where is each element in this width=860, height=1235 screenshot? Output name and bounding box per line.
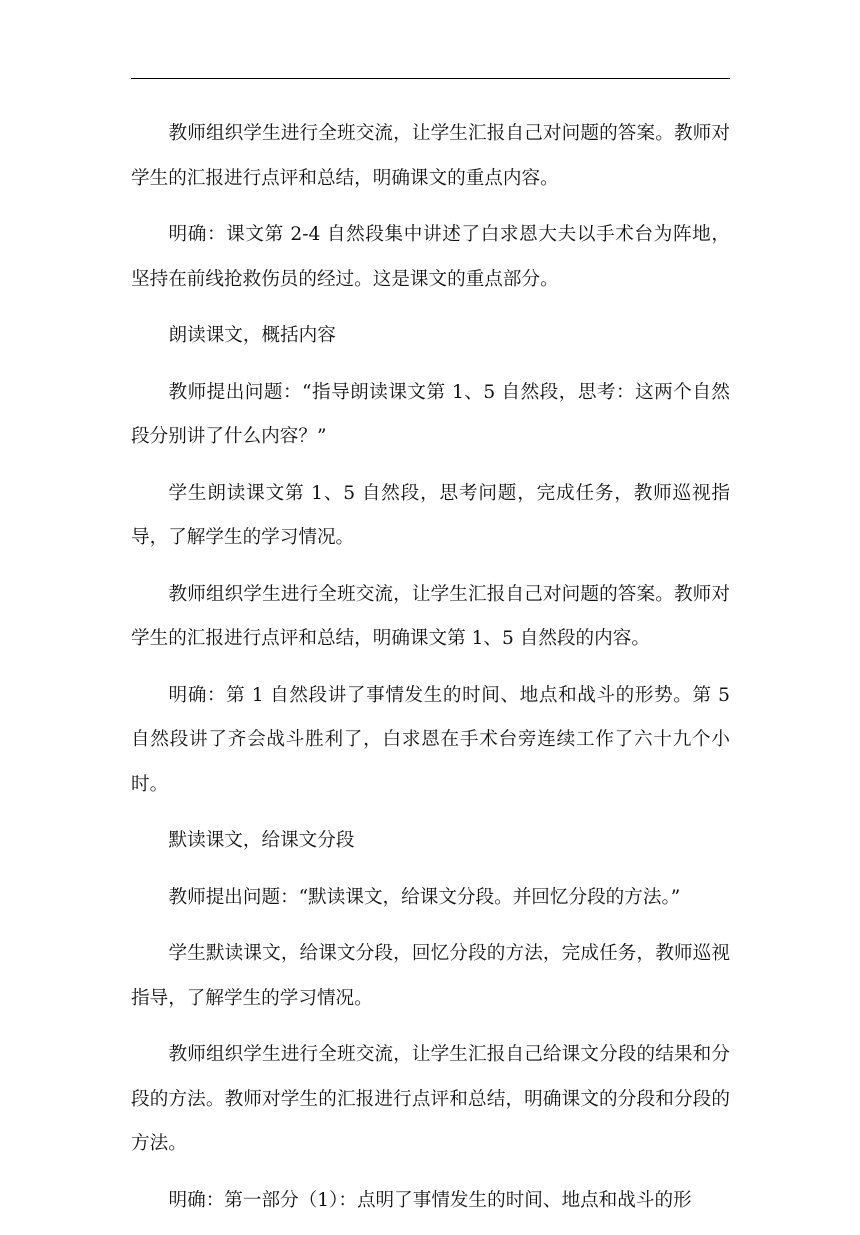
section-heading-silent-read: 默读课文，给课文分段 (168, 830, 355, 851)
paragraph-teacher-question-1: 教师提出问题：“指导朗读课文第 1、5 自然段，思考：这两个自然段分别讲了什么内容？” (131, 381, 730, 447)
paragraph-clarify-key-content: 明确：课文第 2-4 自然段集中讲述了白求恩大夫以手术台为阵地，坚持在前线抢救伤员的经过。这是课文的重点部分。 (131, 224, 730, 290)
paragraph-student-silent-read: 学生默读课文，给课文分段，回忆分段的方法，完成任务，教师巡视指导，了解学生的学习情况。 (131, 943, 730, 1009)
header-rule (131, 78, 730, 79)
paragraph-teacher-question-2: 教师提出问题：“默读课文，给课文分段。并回忆分段的方法。” (168, 886, 681, 908)
paragraph-class-exchange-1: 教师组织学生进行全班交流，让学生汇报自己对问题的答案。教师对学生的汇报进行点评和总结，明确课文的重点内容。 (131, 123, 730, 189)
paragraph-student-read-aloud: 学生朗读课文第 1、5 自然段，思考问题，完成任务，教师巡视指导，了解学生的学习情况。 (131, 482, 730, 548)
paragraph-clarify-paragraphs-1-5: 明确：第 1 自然段讲了事情发生的时间、地点和战斗的形势。第 5 自然段讲了齐会战斗胜利了，白求恩在手术台旁连续工作了六十九个小时。 (131, 684, 730, 795)
paragraph-class-exchange-3: 教师组织学生进行全班交流，让学生汇报自己给课文分段的结果和分段的方法。教师对学生的汇报进行点评和总结，明确课文的分段和分段的方法。 (131, 1044, 730, 1154)
paragraph-class-exchange-2: 教师组织学生进行全班交流，让学生汇报自己对问题的答案。教师对学生的汇报进行点评和总结，明确课文第 1、5 自然段的内容。 (131, 583, 730, 649)
section-heading-read-aloud: 朗读课文，概括内容 (168, 325, 336, 346)
document-body (131, 112, 730, 1235)
paragraph-clarify-part-one: 明确：第一部分（1）：点明了事情发生的时间、地点和战斗的形 (168, 1189, 692, 1211)
